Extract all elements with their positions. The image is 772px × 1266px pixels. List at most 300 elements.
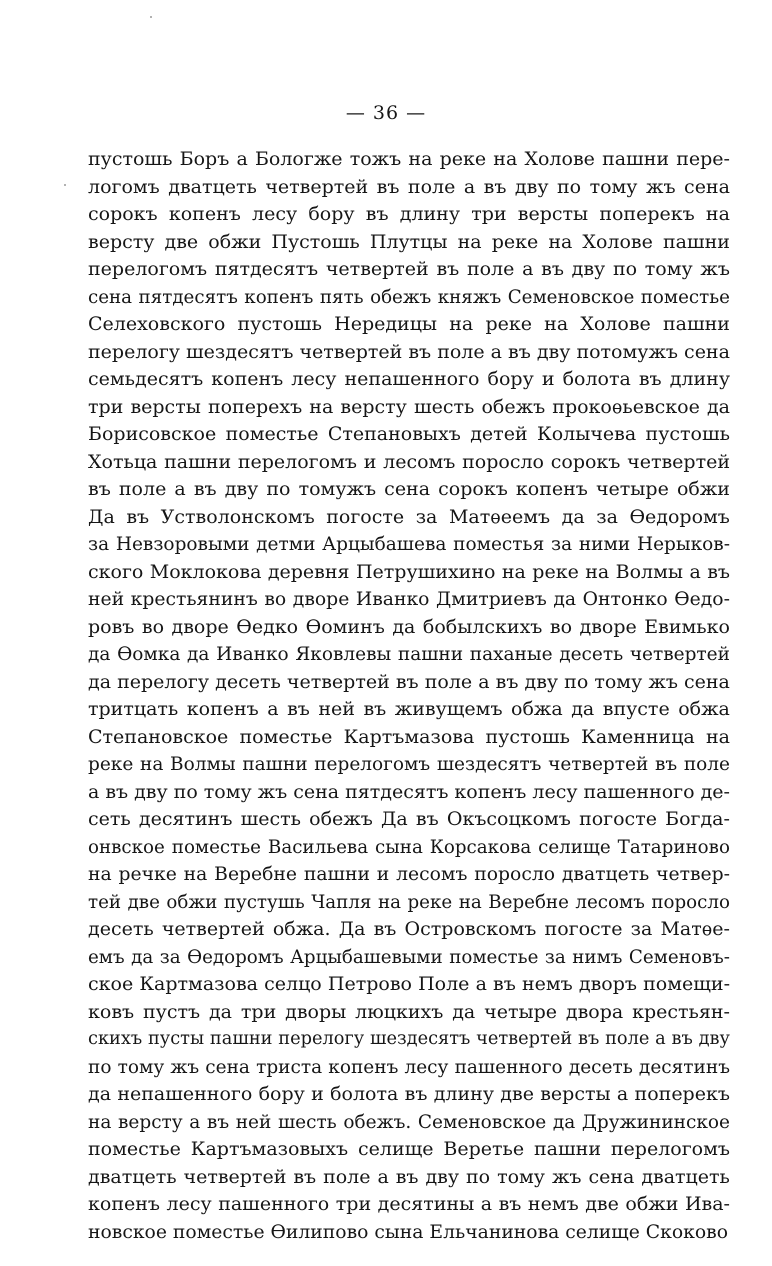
word: а [189, 1111, 201, 1133]
text-line [88, 724, 730, 752]
word: а [267, 698, 279, 720]
word: жъ [551, 1165, 582, 1188]
word: обежъ [309, 808, 373, 830]
word: Островскомъ [404, 918, 537, 940]
word: пашни [534, 1138, 601, 1160]
word: реке [439, 148, 487, 170]
word: детей [470, 423, 528, 445]
word: на [544, 313, 569, 335]
text-line [88, 614, 730, 642]
word: жъ [257, 780, 288, 803]
word: ней [318, 698, 355, 720]
word: обжи [676, 478, 730, 500]
text-line [88, 476, 730, 504]
word: пашенного [583, 780, 695, 803]
word: Петрушихино [355, 560, 496, 583]
word: Хотьца [88, 450, 158, 473]
word: на [449, 313, 474, 335]
word: Евимько [644, 615, 730, 638]
word: поперехъ [207, 395, 303, 418]
word: поросло [474, 864, 556, 885]
word: въ [363, 698, 387, 720]
word: дву [514, 175, 549, 198]
word: лесу [532, 780, 578, 803]
word: Арцыбашевыми [290, 946, 443, 968]
word: да [88, 644, 111, 665]
word: пашенного [218, 1193, 330, 1215]
word: емъ [88, 946, 125, 968]
word: на [705, 725, 730, 748]
word: две [164, 230, 199, 253]
word: крестьян- [632, 1000, 730, 1023]
text-line: новское поместье Ѳилипово сына Ельчанинова селище Скоково [88, 1221, 728, 1243]
text-line [88, 201, 730, 229]
word: скихъ [88, 1029, 143, 1049]
word: обжа. [272, 918, 331, 940]
text-line [88, 394, 730, 422]
word: да [187, 644, 210, 665]
word: Плутцы [369, 230, 448, 253]
word: селище [357, 1138, 434, 1160]
word: бобылскихъ [422, 615, 543, 638]
word: а [475, 973, 487, 995]
word: де- [700, 780, 730, 803]
word: Пустошь [271, 230, 360, 253]
word: поле [466, 258, 515, 280]
word: копенъ [454, 780, 527, 803]
word: ское [88, 973, 134, 995]
word: люцкихъ [355, 1000, 444, 1023]
word: дватцеть [561, 864, 650, 885]
text-line [88, 504, 730, 532]
word: версты [130, 395, 201, 418]
word: въ [483, 175, 507, 198]
word: онвское [88, 836, 165, 858]
word: три [471, 203, 507, 225]
word: да [561, 505, 585, 528]
word: лесомъ [396, 864, 468, 885]
word: живущемъ [394, 698, 503, 720]
word: да [392, 615, 416, 638]
word: пустошь [485, 725, 570, 748]
word: въ [707, 560, 730, 583]
word: десеть [88, 918, 154, 940]
word: Онтонко [582, 589, 668, 610]
word: обжи [625, 1193, 679, 1215]
text-line [88, 944, 730, 972]
word: поместье [225, 423, 319, 445]
text-line [88, 751, 730, 779]
word: тому [594, 670, 643, 693]
word: Холове [524, 148, 595, 170]
word: Каменница [581, 725, 695, 748]
word: копенъ [244, 286, 314, 308]
word: бору [258, 1083, 305, 1105]
word: бору [487, 368, 534, 390]
word: пашни [602, 148, 670, 170]
text-line [88, 256, 730, 284]
word: Иванко [355, 589, 430, 610]
word: десеть [215, 670, 281, 693]
text-line [88, 834, 730, 862]
word: по [88, 1056, 112, 1078]
word: да [131, 946, 154, 968]
word: поле [118, 478, 167, 500]
word: а [463, 175, 476, 198]
word: Да [338, 918, 366, 940]
word: Дмитриевъ [436, 589, 547, 610]
word: Степановыхъ [327, 423, 461, 445]
word: пашенного [454, 1056, 563, 1078]
word: копенъ [88, 1193, 160, 1215]
word: длину [433, 1083, 494, 1105]
word: а [236, 148, 248, 170]
word: а [655, 1029, 666, 1049]
text-line [88, 1191, 730, 1219]
word: сена [684, 670, 730, 693]
word: Картмазова [139, 973, 258, 995]
word: въ [577, 1029, 600, 1049]
word: пашни [242, 754, 308, 775]
word: поле [407, 175, 456, 198]
word: логомъ [88, 175, 160, 198]
word: шездесятъ [436, 754, 542, 775]
word: пашни [164, 450, 232, 473]
word: поросло [462, 450, 544, 473]
word: на [183, 864, 208, 885]
word: тожъ [349, 148, 402, 170]
word: Ѳедоромъ [187, 946, 284, 968]
word: три [88, 395, 124, 418]
word: дву [224, 478, 259, 500]
word: четвертей [548, 754, 649, 775]
word: да [706, 395, 730, 418]
word: сеть [88, 808, 131, 830]
word: дворе [171, 615, 229, 638]
word: на [88, 864, 112, 885]
word: немъ [521, 973, 573, 995]
word: на [88, 1111, 112, 1133]
word: десятинъ [638, 1056, 730, 1078]
word: Нерыков- [636, 534, 730, 555]
word: Веребне [214, 864, 298, 885]
word: а [480, 1193, 493, 1215]
text-line [88, 174, 730, 202]
word: да [552, 1111, 576, 1133]
word: пятдесятъ [214, 258, 319, 280]
text-line [88, 641, 730, 669]
text-line [88, 971, 730, 999]
word: лесу [291, 368, 337, 390]
text-line [88, 559, 730, 587]
word: две [127, 891, 160, 913]
word: на [493, 148, 518, 170]
word: четвертей [325, 258, 429, 280]
word: въ [395, 670, 419, 693]
word: въ [373, 918, 397, 940]
word: перелогу [117, 670, 210, 693]
word: реке [485, 313, 532, 335]
text-line [88, 806, 730, 834]
word: лесу [252, 203, 298, 225]
word: тому [203, 780, 252, 803]
text-line [88, 889, 730, 917]
text-line [88, 449, 730, 477]
text-line [88, 669, 730, 697]
word: по [266, 478, 291, 500]
word: обжи [208, 230, 262, 253]
word: пустушь [223, 891, 305, 913]
word: перелогомъ [314, 754, 431, 775]
word: версту [88, 230, 155, 253]
word: поле [605, 1029, 650, 1049]
word: дву [571, 258, 606, 280]
word: обжа [511, 698, 563, 720]
word: реке [407, 891, 453, 913]
word: Поле [418, 973, 470, 995]
word: копенъ [168, 203, 241, 225]
word: Борисовское [88, 423, 217, 445]
word: перелогомъ [237, 450, 357, 473]
word: за [596, 505, 618, 528]
word: по [173, 780, 198, 803]
word: за [630, 918, 653, 940]
text-line [88, 284, 730, 312]
word: болота [330, 1083, 399, 1105]
word: дворе [579, 615, 637, 638]
word: три [240, 1000, 277, 1023]
word: Корсакова [429, 836, 532, 858]
word: въ [365, 203, 389, 225]
word: да [571, 698, 595, 720]
word: четвертей [286, 670, 390, 693]
word: тому [644, 258, 693, 280]
word: на [457, 230, 482, 253]
text-line [88, 999, 730, 1027]
word: на [548, 230, 573, 253]
word: а [522, 258, 534, 280]
word: Ѳоминъ [305, 615, 385, 638]
word: ровъ [88, 615, 135, 638]
word: на [408, 148, 433, 170]
word: две [500, 1083, 534, 1105]
word: по [564, 670, 589, 693]
word: поместье [640, 286, 730, 308]
word: въ [395, 1165, 419, 1188]
word: Семеновъ- [628, 946, 730, 968]
word: помещи- [643, 973, 730, 995]
word: длину [399, 203, 461, 225]
word: да [452, 1000, 476, 1023]
word: Петрово [327, 973, 412, 995]
word: въ [126, 505, 150, 528]
text-line [88, 696, 730, 724]
word: сорокъ [550, 450, 621, 473]
word: четвертей [627, 450, 730, 473]
word: сена [384, 478, 431, 500]
word: четыре [484, 1000, 557, 1023]
word: по [612, 258, 638, 280]
word: по [556, 175, 582, 198]
word: десятинъ [138, 808, 233, 830]
word: Бологже [254, 148, 343, 170]
word: да [88, 670, 112, 693]
word: обжи [166, 891, 218, 913]
word: копенъ [211, 368, 284, 390]
word: Ѳедо- [674, 589, 730, 610]
print-speck [64, 184, 66, 186]
word: реке [88, 754, 134, 775]
word: дватцеть [641, 1165, 730, 1188]
word: тей [88, 891, 122, 913]
word: въ [495, 670, 519, 693]
word: Арцыбашева [322, 534, 447, 555]
word: шесть [240, 808, 301, 830]
word: тому [497, 1165, 545, 1188]
word: сена [588, 1165, 635, 1188]
word: Колычева [536, 423, 637, 445]
word: а [88, 780, 100, 803]
word: поперекъ [599, 203, 695, 225]
word: пусты [147, 1029, 205, 1049]
word: тритцать [88, 698, 179, 720]
word: пять [319, 286, 364, 308]
word: непашенного [117, 1083, 253, 1105]
word: Чапля [311, 891, 372, 913]
word: поле [683, 754, 730, 775]
word: копенъ [515, 478, 588, 500]
word: сорокъ [88, 203, 158, 225]
word: четыре [595, 478, 669, 500]
word: за [159, 946, 181, 968]
body-text [88, 146, 730, 1246]
word: лесомъ [575, 891, 645, 913]
word: Ѳомка [117, 644, 181, 665]
print-speck [150, 16, 152, 18]
word: на [309, 395, 334, 418]
word: а [616, 1083, 629, 1105]
word: крестьянинъ [130, 589, 258, 610]
word: пустошь [237, 313, 322, 335]
word: поместье [88, 1138, 181, 1160]
word: и [541, 368, 555, 390]
text-line [88, 229, 730, 257]
word: дватцеть [168, 175, 257, 198]
word: Холове [582, 230, 653, 253]
word: обжа [678, 698, 730, 720]
word: дву [134, 780, 168, 803]
text-line [88, 311, 730, 339]
word: дву [698, 1029, 730, 1049]
word: за [550, 534, 573, 555]
word: детми [256, 534, 316, 555]
word: болота [562, 368, 631, 390]
word: ского [88, 560, 144, 583]
word: въ [376, 175, 400, 198]
word: десеть [568, 1056, 633, 1078]
word: поместье [449, 946, 539, 968]
word: пашни [397, 644, 464, 665]
word: речке [118, 864, 177, 885]
word: Селеховского [88, 313, 226, 335]
word: версты [517, 203, 589, 225]
word: пустошь [88, 148, 173, 170]
word: Ѳедоромъ [629, 505, 730, 528]
word: перелогу [88, 340, 180, 363]
word: тому [589, 175, 638, 198]
word: четвер- [656, 864, 730, 885]
word: сорокъ [438, 478, 508, 500]
word: непашенного [344, 368, 480, 390]
text-line [88, 916, 730, 944]
word: Иванко [216, 644, 289, 665]
word: да [88, 1083, 112, 1105]
word: лесомъ [383, 450, 456, 473]
word: во [549, 615, 573, 638]
word: Холове [580, 313, 651, 335]
word: въ [415, 808, 439, 830]
word: версту [340, 395, 407, 418]
word: сена [205, 1056, 250, 1078]
text-line [88, 1136, 730, 1164]
word: ними [578, 534, 631, 555]
word: поле [424, 670, 473, 693]
word: жъ [700, 258, 730, 280]
word: жъ [170, 1056, 200, 1078]
word: шездесятъ [369, 1029, 471, 1049]
text-line [88, 421, 730, 449]
word: пашни [662, 313, 730, 335]
word: четвертей [265, 175, 369, 198]
word: а [689, 560, 701, 583]
word: три [335, 1193, 372, 1215]
word: въ [493, 973, 516, 995]
word: Невзоровыми [115, 534, 250, 555]
word: селище [538, 836, 611, 858]
word: а [377, 1165, 389, 1188]
text-line [88, 1109, 730, 1137]
word: шесть [413, 395, 475, 418]
word: паханые [469, 644, 553, 665]
word: въ [498, 1193, 522, 1215]
word: пашни [209, 1029, 273, 1049]
word: на [139, 754, 164, 775]
word: за [415, 505, 438, 528]
word: перелогу [278, 1029, 365, 1049]
word: копенъ [328, 1056, 399, 1078]
word: пустъ [143, 1000, 201, 1023]
word: ней [88, 589, 125, 610]
word: впусте [602, 698, 670, 720]
word: поросло [651, 891, 730, 913]
word: Да [380, 808, 408, 830]
word: Устволонскомъ [160, 505, 315, 528]
word: прокоѳьевское [552, 395, 700, 418]
word: Семеновское [507, 286, 635, 308]
word: въ [105, 780, 129, 803]
word: да [208, 1000, 233, 1023]
word: длину [669, 368, 730, 390]
word: дворы [285, 1000, 347, 1023]
text-line [88, 146, 730, 174]
word: сена [88, 286, 133, 308]
word: въ [638, 368, 662, 390]
word: Да [88, 505, 115, 528]
word: пятдесятъ [138, 286, 238, 308]
word: поместье [171, 836, 261, 858]
word: пашни [662, 230, 730, 253]
word: въ [541, 258, 564, 280]
